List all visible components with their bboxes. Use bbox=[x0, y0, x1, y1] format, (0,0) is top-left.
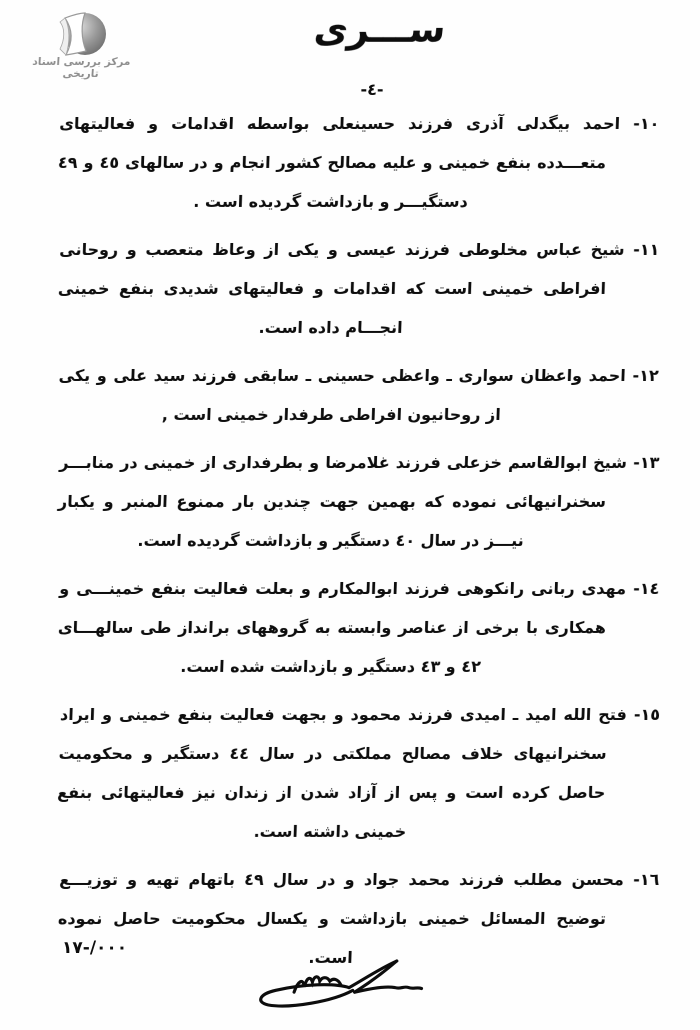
paragraph-item-13 bbox=[56, 443, 660, 560]
paragraph-item-14 bbox=[56, 569, 660, 686]
reference-number: ٠٠٠/-١٧ bbox=[62, 938, 128, 958]
item-number: ١٥- bbox=[633, 705, 661, 724]
item-number: ١١- bbox=[632, 240, 660, 259]
item-text: شیخ عباس مخلوطی فرزند عیسی و یکی از وعاظ متعصب و روحانی افراطی خمینی است که اقدامات و فعالیتهای شدیدی بنفع خمینی انجـــام داده است. bbox=[57, 240, 625, 337]
classification-stamp: ســـری bbox=[312, 8, 448, 51]
signature bbox=[250, 950, 428, 1020]
item-number: ١٦- bbox=[632, 870, 660, 889]
paragraph-item-12 bbox=[57, 356, 660, 434]
item-text: مهدی ربانی رانکوهی فرزند ابوالمکارم و بعلت فعالیت بنفع خمینـــی و همکاری با برخی از عناصر وابسته به گروههای برانداز طی سالهـــای ٤٢ و ٤٣ دستگیر و بازداشت شده است. bbox=[57, 579, 627, 676]
archive-logo-caption: مرکز بررسی اسناد تاریخی bbox=[32, 56, 131, 80]
item-text: فتح الله امید ـ امیدی فرزند محمود و بجهت فعالیت بنفع خمینی و ایراد سخنرانیهای خلاف مصالح مملکتی در سال ٤٤ دستگیر و محکومیت حاصل کرده است و پس از آزاد شدن از زندان نیز فعالیتهائی بنفع خمینی داشته است. bbox=[56, 705, 628, 841]
item-text: احمد بیگدلی آذری فرزند حسینعلی بواسطه اقدامات و فعالیتهای متعـــدده بنفع خمینی و علیه مصالح کشور انجام و در سالهای ٤٥ و ٤٩ دستگیـــر و بازداشت گردیده است . bbox=[57, 114, 621, 211]
item-number: ١٢- bbox=[632, 366, 660, 385]
item-text: محسن مطلب فرزند محمد جواد و در سال ٤٩ باتهام تهیه و توزیـــع توضیح المسائل خمینی بازداشت و یکسال محکومیت حاصل نموده است. bbox=[57, 870, 625, 967]
paragraph-item-15 bbox=[55, 695, 660, 851]
paragraph-item-11 bbox=[56, 230, 660, 347]
signature-icon bbox=[250, 950, 428, 1016]
item-text: احمد واعظان سواری ـ واعظی حسینی ـ سابقی فرزند سید علی و یکی از روحانیون افراطی طرفدار خمینی است , bbox=[58, 366, 627, 424]
paragraph-item-10 bbox=[56, 104, 660, 221]
item-text: شیخ ابوالقاسم خزعلی فرزند غلامرضا و بطرفداری از خمینی در منابـــر سخنرانیهائی نموده که بهمین جهت چندین بار ممنوع المنبر و یکبار نیـــز در سال ٤٠ دستگیر و بازداشت گردیده است. bbox=[57, 453, 628, 550]
document-body bbox=[56, 104, 661, 986]
item-number: ١٠- bbox=[632, 114, 660, 133]
item-number: ١٤- bbox=[632, 579, 660, 598]
page-number: -٤- bbox=[360, 80, 384, 99]
item-number: ١٣- bbox=[632, 453, 660, 472]
